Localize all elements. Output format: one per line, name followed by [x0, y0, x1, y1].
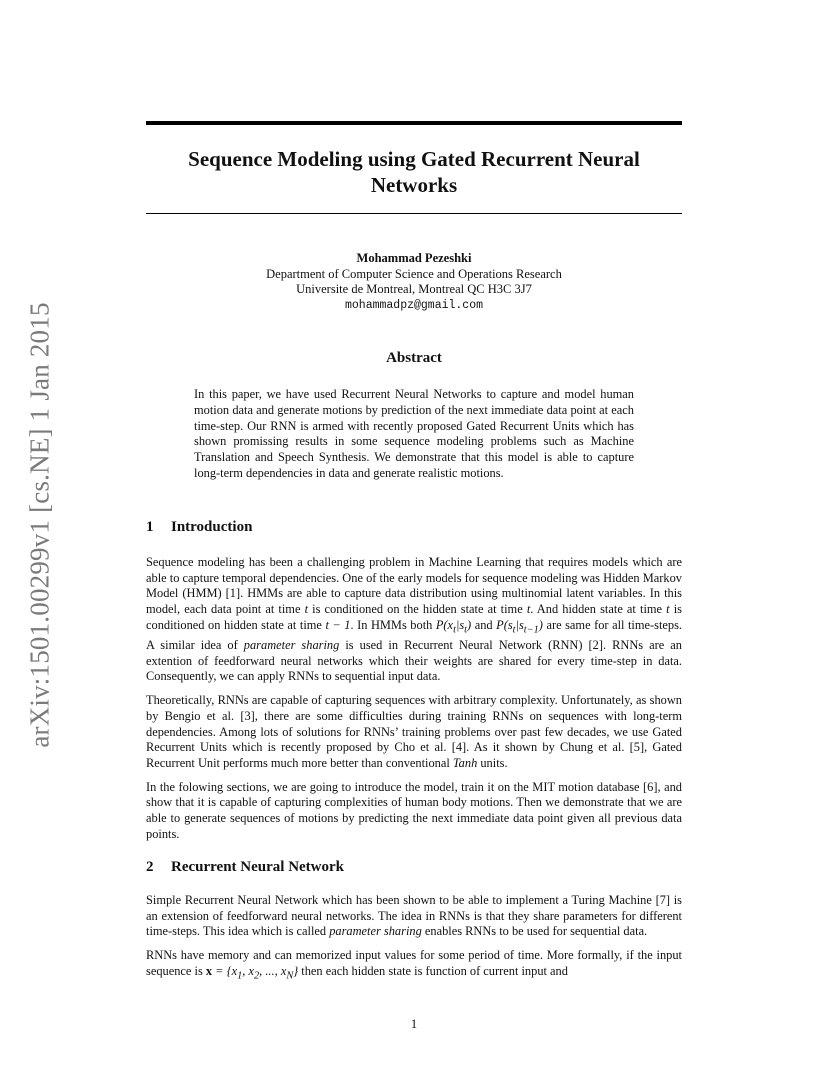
author-block	[146, 251, 682, 313]
abstract-text: In this paper, we have used Recurrent Neural Networks to capture and model human motion data and generate motions by prediction of the next immediate data point at each time-step. Our RNN is armed with recently proposed Gated Recurrent Units which has shown promissing results in some sequence modeling problems such as Machine Translation and Speech Synthesis. We demonstrate that this model is able to capture long-term dependencies in data and generate realistic motions.	[194, 387, 634, 480]
page-number: 1	[410, 1017, 418, 1031]
rnn-paragraph-1: Simple Recurrent Neural Network which has been shown to be able to implement a Turing Machine [7] is an extension of feedforward neural networks. The idea in RNNs is that they share parameters for different time-steps. This idea which is called parameter sharing enables RNNs to be used for sequential data.	[146, 893, 682, 939]
section-1-heading	[146, 519, 252, 536]
section-2-number: 2	[146, 859, 154, 875]
section-2-heading	[146, 859, 344, 876]
section-2-body	[146, 893, 682, 984]
section-1-title: Introduction	[171, 519, 253, 535]
title-bottom-rule	[146, 213, 682, 214]
author-affiliation: Universite de Montreal, Montreal QC H3C 3J7	[296, 282, 532, 296]
title-top-rule	[146, 121, 682, 125]
section-1-number: 1	[146, 519, 154, 535]
author-email[interactable]: mohammadpz@gmail.com	[344, 298, 484, 312]
author-name: Mohammad Pezeshki	[356, 251, 472, 265]
intro-paragraph-1: Sequence modeling has been a challenging problem in Machine Learning that requires models which are able to capture temporal dependencies. One of the early models for sequence modeling was Hidden Markov Model (HMM) [1]. HMMs are able to capture data distribution using multinomial latent variables. In this model, each data point at time t is conditioned on the hidden state at time t. And hidden state at time t is conditioned on hidden state at time t − 1. In HMMs both $P(x_t|s_t)$ and $P(s_t|s_{t-1})$ are same for all time-steps. A similar idea of parameter sharing is used in Recurrent Neural Network (RNN) [2]. RNNs are an extention of feedforward neural networks which their weights are shared for every time-step in data. Consequently, we can apply RNNs to sequential input data.	[146, 555, 683, 684]
author-department: Department of Computer Science and Operations Research	[266, 266, 562, 281]
intro-paragraph-2: Theoretically, RNNs are capable of capturing sequences with arbitrary complexity. Unfortunately, as shown by Bengio et al. [3], there are some difficulties during training RNNs on sequences with long-term dependencies. Among lots of solutions for RNNs’ training problems over past few decades, we use Gated Recurrent Units which is recently proposed by Cho et al. [4]. As it shown by Chung et al. [5], Gated Recurrent Unit performs much more better than conventional Tanh units.	[146, 693, 682, 770]
section-1-body	[146, 555, 682, 842]
section-2-title: Recurrent Neural Network	[171, 859, 345, 875]
paper-title: Sequence Modeling using Gated Recurrent Neural Networks	[188, 147, 640, 197]
abstract-heading: Abstract	[386, 350, 442, 366]
arxiv-identifier-stamp: arXiv:1501.00299v1 [cs.NE] 1 Jan 2015	[24, 302, 55, 748]
intro-paragraph-3: In the folowing sections, we are going to introduce the model, train it on the MIT motion database [6], and show that it is capable of capturing complexities of human body motions. Then we demonstrate that we are able to generate sequences of motions by predicting the next immediate data point given all previous data points.	[146, 779, 682, 841]
rnn-paragraph-2: RNNs have memory and can memorized input values for some period of time. More formally, if the input sequence is $x = \{x_1$, $x_2$, ..., $x_N$} then each hidden state is function of current input and	[146, 948, 682, 982]
